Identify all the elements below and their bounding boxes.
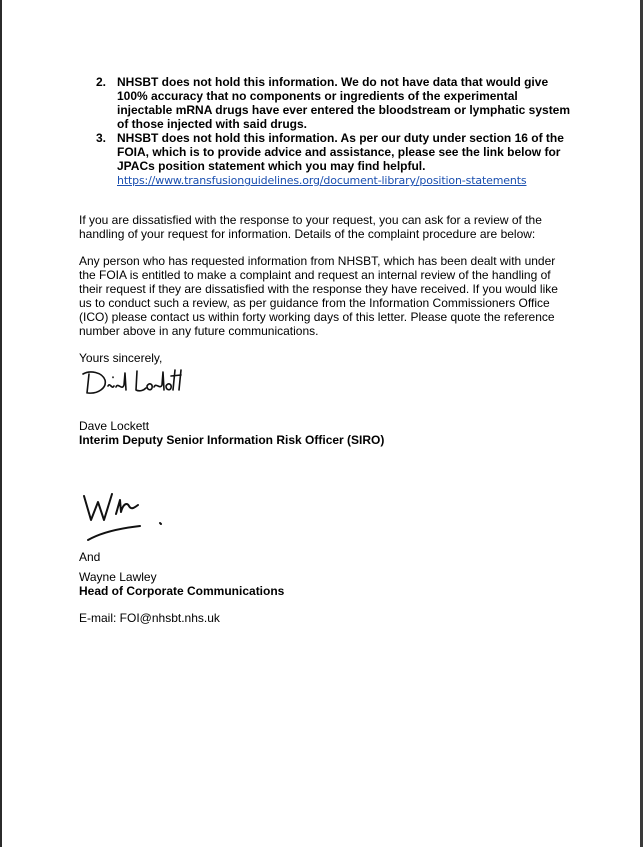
list-item [96, 75, 576, 131]
review-paragraph: If you are dissatisfied with the response to your request, you can ask for a review of the handling of your request for information. Details of the complaint procedure are below: [79, 213, 542, 241]
complaint-paragraph: Any person who has requested information from NHSBT, which has been dealt with under the FOIA is entitled to make a complaint and request an internal review of the handling of their request if they are dissatisfied with the response they have received. If you would like us to conduct such a review, as per guidance from the Information Commissioners Office (ICO) please contact us within forty working days of this letter. Please quote the reference number above in any future communications. [79, 254, 558, 338]
closing-salutation: Yours sincerely, [79, 351, 163, 365]
signature-dave-lockett [80, 366, 190, 400]
signature-wayne-lawley [82, 488, 172, 544]
list-item-text: NHSBT does not hold this information. As per our duty under section 16 of the FOIA, which is to provide advice and assistance, please see the link below for JPACs position statement which you may find helpful. [117, 131, 564, 173]
list-item-number: 2. [96, 75, 107, 89]
signatory1-name: Dave Lockett [79, 419, 150, 433]
contact-email: E-mail: FOI@nhsbt.nhs.uk [79, 611, 220, 625]
signatory2-name: Wayne Lawley [79, 570, 157, 584]
position-statements-link[interactable]: https://www.transfusionguidelines.org/document-library/position-statements [117, 174, 527, 187]
list-item-text: NHSBT does not hold this information. We do not have data that would give 100% accuracy that no components or ingredients of the experimental injectable mRNA drugs have ever entered the bloodstream or lymphatic system of those injected with said drugs. [117, 75, 571, 131]
signatory2-title: Head of Corporate Communications [79, 584, 285, 598]
list-item [96, 131, 576, 188]
conjunction-text: And [79, 550, 101, 564]
list-item-number: 3. [96, 131, 107, 145]
signatory1-title: Interim Deputy Senior Information Risk Officer (SIRO) [79, 433, 385, 447]
response-list [96, 75, 576, 188]
